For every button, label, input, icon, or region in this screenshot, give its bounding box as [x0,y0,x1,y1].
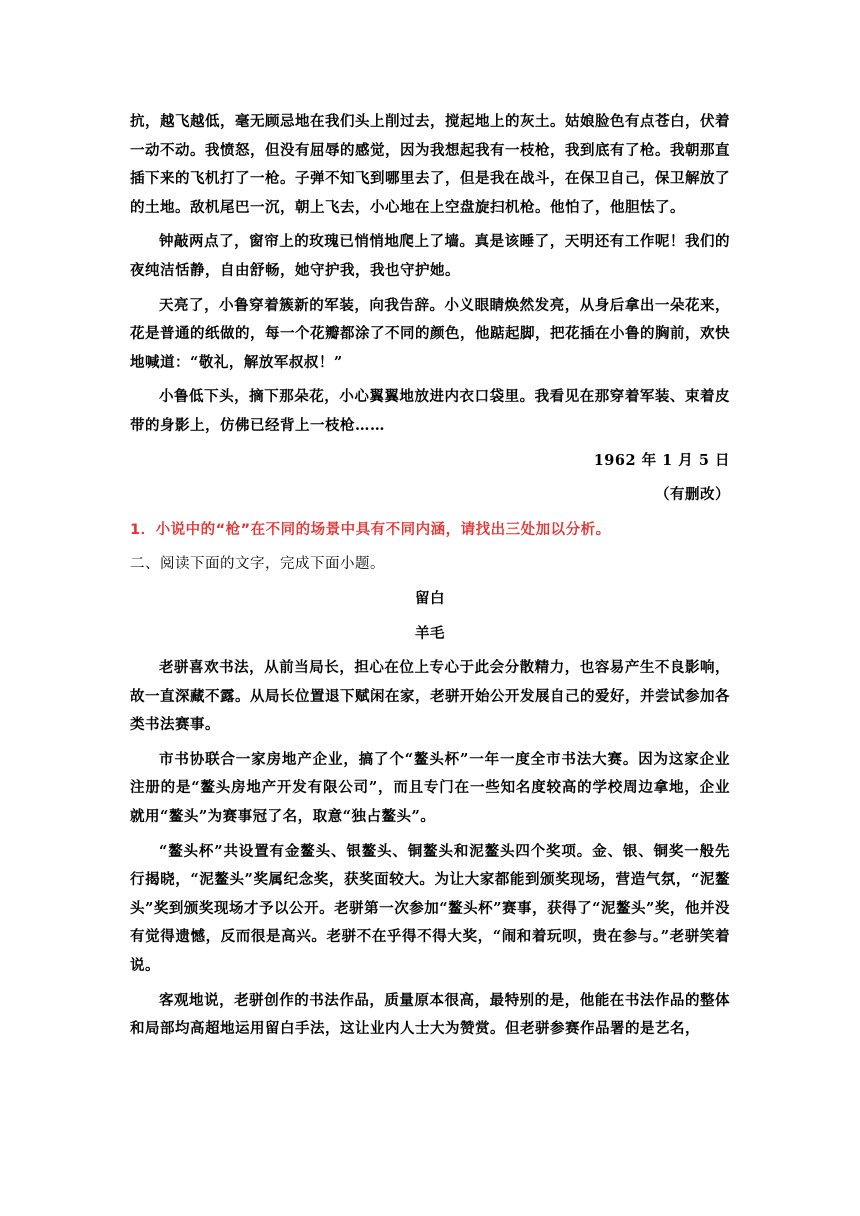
section-heading: 二、阅读下面的文字，完成下面小题。 [130,556,385,573]
document-body [130,108,730,1044]
question-1: 1．小说中的“枪”在不同的场景中具有不同内涵，请找出三处加以分析。 [130,521,611,538]
story-paragraph: 抗，越飞越低，毫无顾忌地在我们头上削过去，搅起地上的灰土。姑娘脸色有点苍白，伏着一动不动。我愤怒，但没有屈辱的感觉，因为我想起我有一枝枪，我到底有了枪。我朝那直插下来的飞机打了一枪。子弹不知飞到哪里去了，但是我在战斗，在保卫自己，保卫解放了的土地。敌机尾巴一沉，朝上飞去，小心地在上空盘旋扫机枪。他怕了，他胆怯了。 [130,113,730,216]
story-date: 1962 年 1 月 5 日 [593,451,730,469]
article-title: 留白 [415,589,445,607]
article-paragraph: 市书协联合一家房地产企业，搞了个“鳌头杯”一年一度全市书法大赛。因为这家企业注册的是“鳌头房地产开发有限公司”，而且专门在一些知名度较高的学校周边拿地，企业就用“鳌头”为赛事冠了名，取意“独占鳌头”。 [130,750,730,826]
article-paragraph: 客观地说，老骈创作的书法作品，质量原本很高，最特别的是，他能在书法作品的整体和局部均高超地运用留白手法，这让业内人士大为赞赏。但老骈参赛作品署的是艺名， [130,991,730,1038]
story-paragraph: 小鲁低下头，摘下那朵花，小心翼翼地放进内衣口袋里。我看见在那穿着军装、束着皮带的身影上，仿佛已经背上一枝枪…… [130,388,730,434]
article-paragraph: “鳌头杯”共设置有金鳌头、银鳌头、铜鳌头和泥鳌头四个奖项。金、银、铜奖一般先行揭晓，“泥鳌头”奖属纪念奖，获奖面较大。为让大家都能到颁奖现场，营造气氛，“泥鳌头”奖到颁奖现场才予以公开。老骈第一次参加“鳌头杯”赛事，获得了“泥鳌头”奖，他并没有觉得遗憾，反而很是高兴。老骈不在乎得不得大奖，“闹和着玩呗，贵在参与。”老骈笑着说。 [130,842,730,975]
story-paragraph: 钟敲两点了，窗帘上的玫瑰已悄悄地爬上了墙。真是该睡了，天明还有工作呢！我们的夜纯洁恬静，自由舒畅，她守护我，我也守护她。 [130,233,730,279]
article-author: 羊毛 [415,624,445,642]
article-paragraph: 老骈喜欢书法，从前当局长，担心在位上专心于此会分散精力，也容易产生不良影响，故一直深藏不露。从局长位置退下赋闲在家，老骈开始公开发展自己的爱好，并尝试参加各类书法赛事。 [130,659,730,734]
story-paragraph: 天亮了，小鲁穿着簇新的军装，向我告辞。小义眼睛焕然发亮，从身后拿出一朵花来，花是普通的纸做的，每一个花瓣都涂了不同的颜色，他踮起脚，把花插在小鲁的胸前，欢快地喊道：“敬礼，解放军叔叔！” [130,296,730,371]
revision-note: （有删改） [655,486,730,504]
